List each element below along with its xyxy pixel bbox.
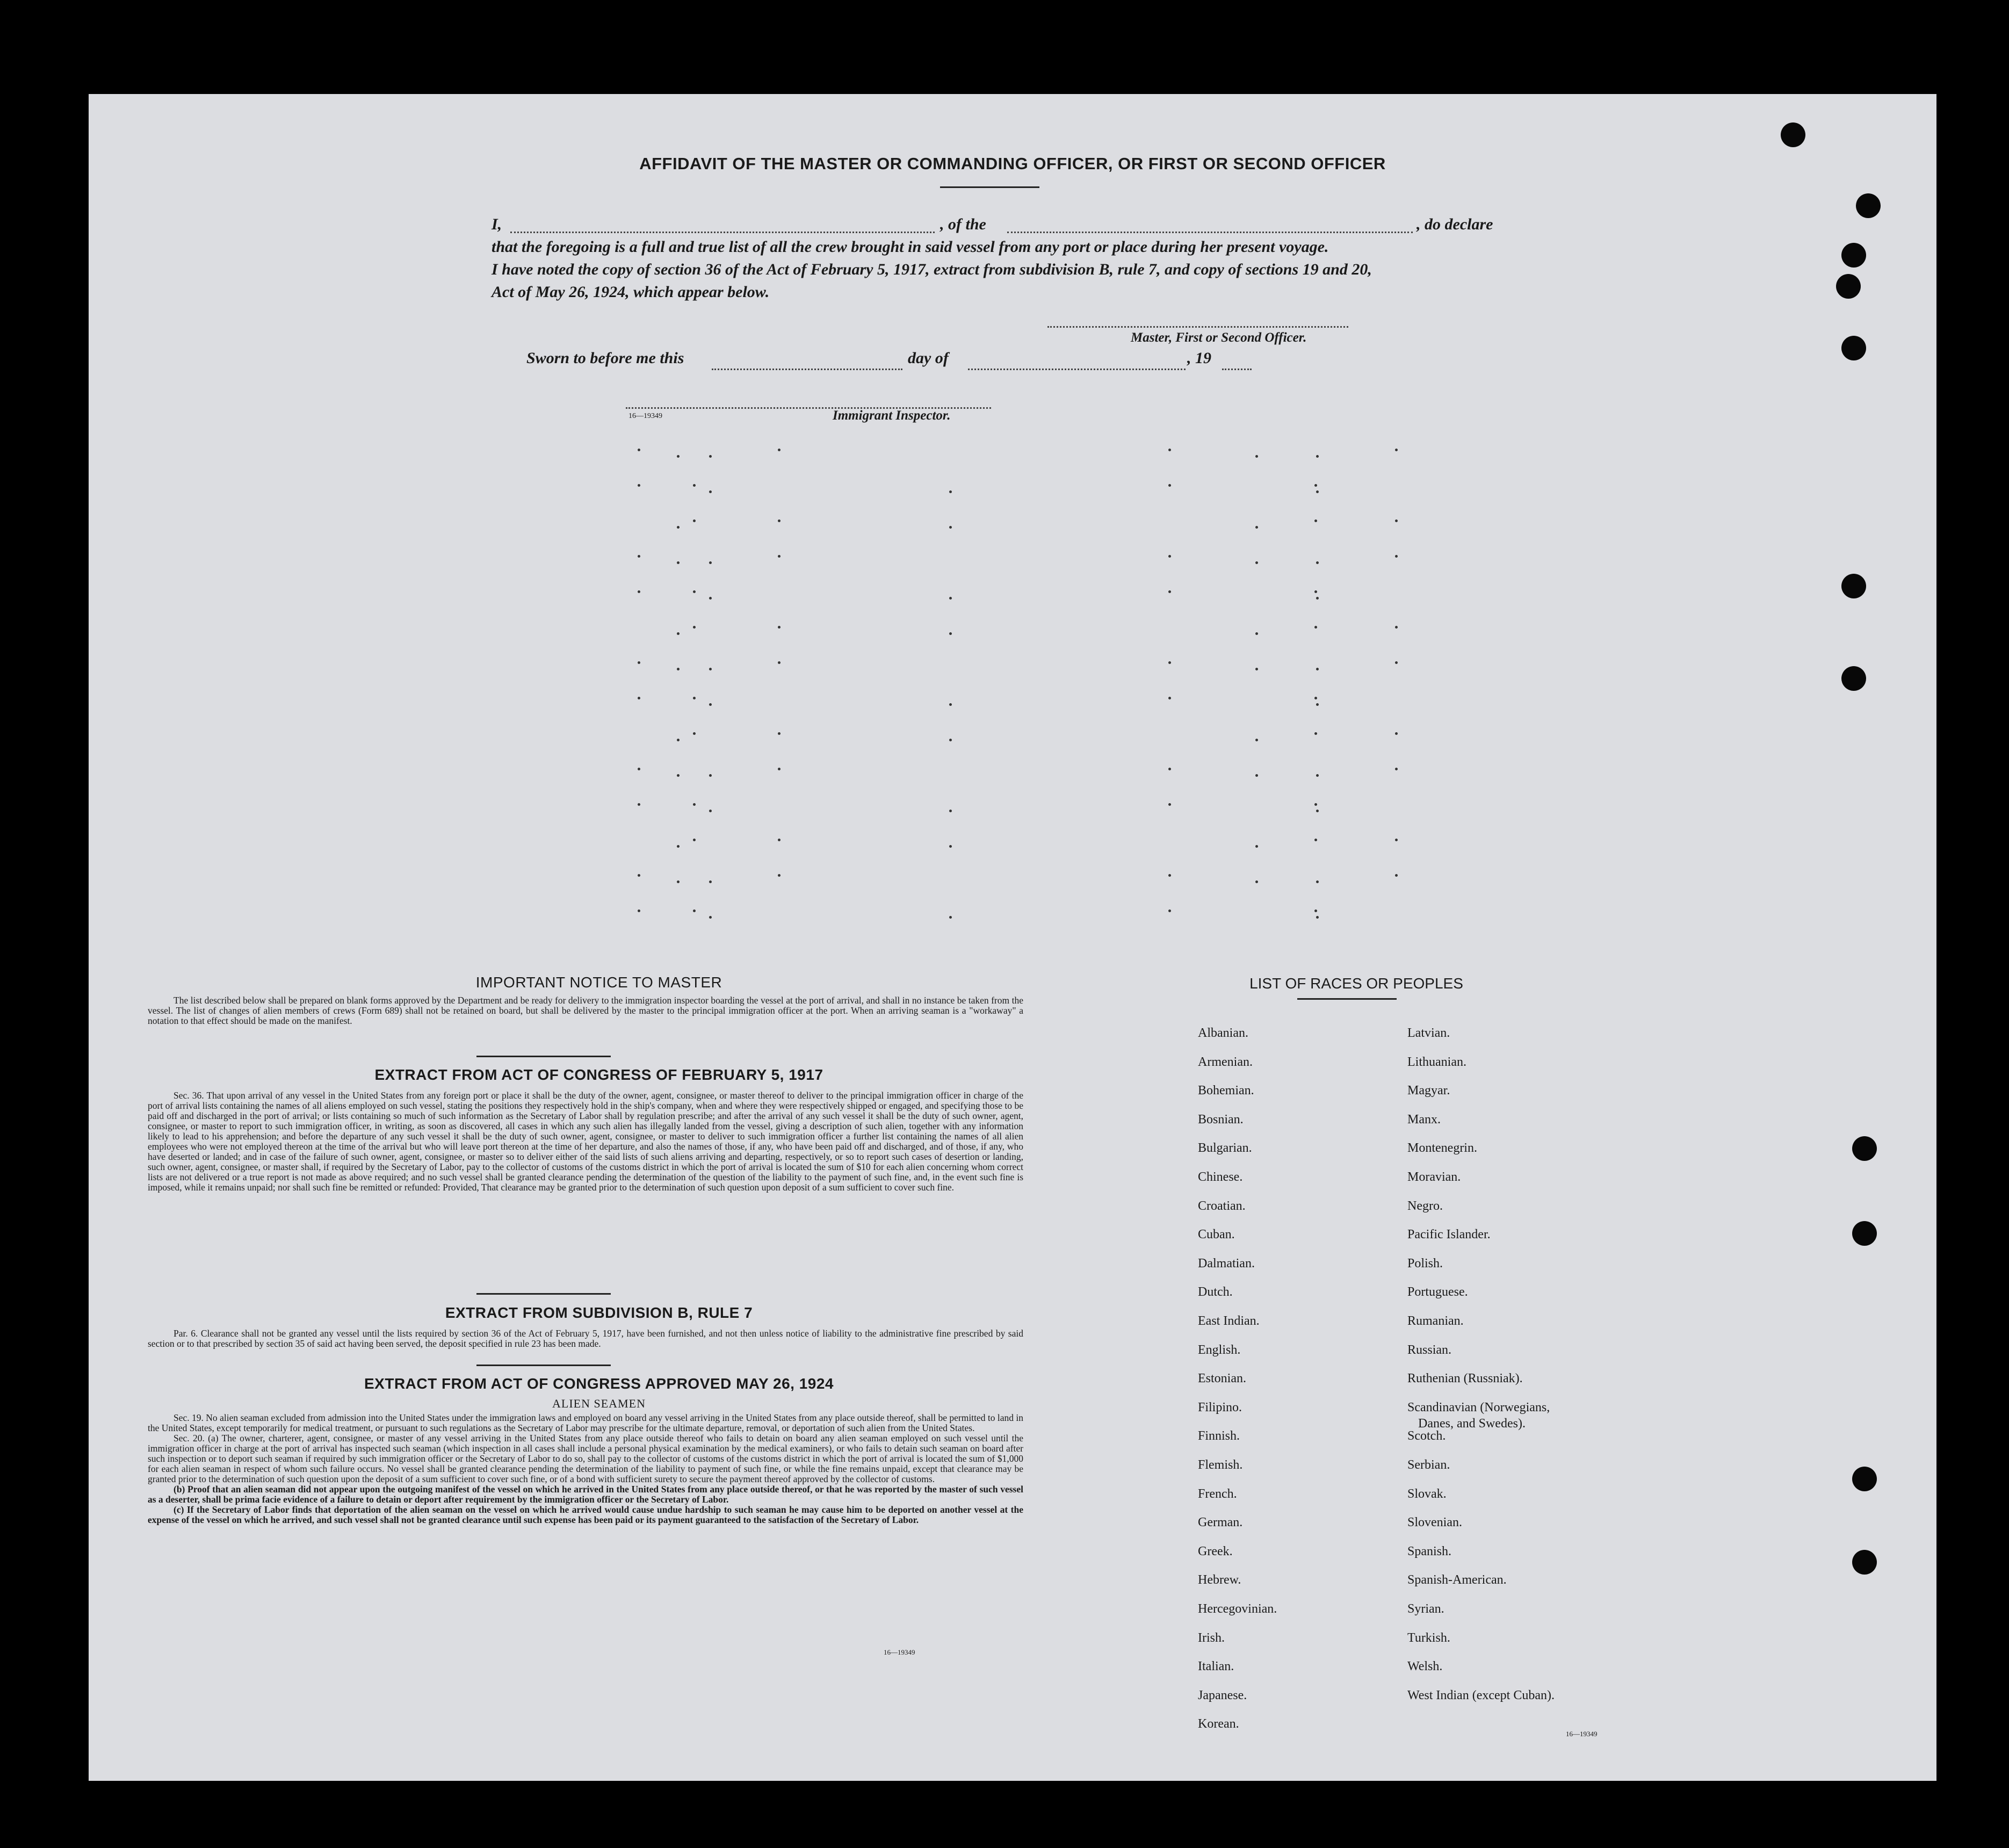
bleed-through-dot <box>949 597 952 600</box>
bleed-through-dot <box>1316 668 1319 670</box>
race-item: Manx. <box>1407 1112 1441 1127</box>
races-title-underline <box>1297 998 1397 1000</box>
bleed-through-dot <box>693 590 696 593</box>
race-item: Cuban. <box>1198 1228 1235 1242</box>
race-item: Hebrew. <box>1198 1573 1241 1587</box>
divider <box>476 1293 611 1295</box>
bleed-through-dot <box>709 916 712 919</box>
form-number-bottom-right: 16—19349 <box>1566 1730 1598 1738</box>
bleed-through-dot <box>1255 668 1258 670</box>
bleed-through-dot <box>693 484 696 487</box>
bleed-through-dot <box>1395 768 1398 770</box>
bleed-through-dot <box>709 597 712 600</box>
race-item: English. <box>1198 1342 1241 1357</box>
binder-hole <box>1841 336 1866 360</box>
race-item: Dalmatian. <box>1198 1256 1255 1270</box>
notice-paragraph: The list described below shall be prepared on blank forms approved by the Department and be ready for delivery to the immigration inspector boarding the vessel at the port of arrival, and shall in no instance be taken from the vessel. The list of changes of alien members of crews (Form 689) shall not be retained on board, but shall be delivered by the master to the principal immigration officer at the port. When an arriving seaman is a "workaway" a notation to that effect should be made on the manifest. <box>148 995 1023 1026</box>
bleed-through-dot <box>1395 519 1398 522</box>
binder-hole <box>1852 1467 1877 1491</box>
bleed-through-dot <box>778 449 781 451</box>
bleed-through-dot <box>778 874 781 877</box>
race-item: Pacific Islander. <box>1407 1228 1491 1242</box>
race-item: Slovak. <box>1407 1486 1447 1501</box>
bleed-through-dot <box>677 774 680 777</box>
race-item: Serbian. <box>1407 1458 1450 1472</box>
race-item: Spanish. <box>1407 1544 1452 1558</box>
bleed-through-dot <box>1316 916 1319 919</box>
bleed-through-dot <box>709 490 712 493</box>
bleed-through-dot <box>1316 810 1319 812</box>
bleed-through-dot <box>1314 626 1317 629</box>
bleed-through-dot <box>677 561 680 564</box>
race-item: Polish. <box>1407 1256 1443 1270</box>
inspector-label: Immigrant Inspector. <box>833 408 951 423</box>
bleed-through-dot <box>709 703 712 706</box>
race-item: French. <box>1198 1486 1237 1501</box>
bleed-through-dot <box>1255 880 1258 883</box>
race-item: Portuguese. <box>1407 1285 1468 1300</box>
race-item: Moravian. <box>1407 1170 1461 1184</box>
bleed-through-dot <box>949 845 952 848</box>
affidavit-i: I, <box>492 215 502 233</box>
binder-hole <box>1852 1550 1877 1575</box>
affidavit-title: AFFIDAVIT OF THE MASTER OR COMMANDING OFFICER, OR FIRST OR SECOND OFFICER <box>639 154 1386 173</box>
bleed-through-dot <box>1255 845 1258 848</box>
bleed-through-dot <box>709 455 712 458</box>
bleed-through-dot <box>1316 597 1319 600</box>
bleed-through-dot <box>778 732 781 735</box>
year-prefix: , 19 <box>1187 349 1211 367</box>
race-item: Lithuanian. <box>1407 1055 1466 1069</box>
race-item: Latvian. <box>1407 1026 1450 1040</box>
bleed-through-dot <box>693 909 696 912</box>
race-item: Greek. <box>1198 1544 1233 1558</box>
race-item: Rumanian. <box>1407 1314 1464 1328</box>
bleed-through-dot <box>1314 697 1317 699</box>
bleed-through-dot <box>1168 874 1171 877</box>
bleed-through-dot <box>1168 661 1171 664</box>
signature-label: Master, First or Second Officer. <box>1131 330 1307 345</box>
notice-text <box>148 995 1023 1026</box>
sec-20a-paragraph: Sec. 20. (a) The owner, charterer, agent, consignee, or master of any vessel arriving in the United States from any place outside thereof who fails to detain on board any alien seaman employed on such vessel until the immigration officer in charge at the port of arrival has inspected such seaman (which inspection in all cases shall include a personal physical examination by the medical examiners), or who fails to detain such seaman on board after such inspection or to deport such seaman if required by such immigration officer or the Secretary of Labor to do so, shall pay to the collector of customs of the customs district in which the port of arrival is located the sum of $1,000 for each alien seaman in respect of whom such failure occurs. No vessel shall be granted clearance pending the determination of the liability to payment of such fine, or while the fine remains unpaid, except that clearance may be granted prior to the determination of such question upon the deposit of a sum sufficient to cover such fine, or of a bond with sufficient surety to secure the payment thereof approved by the collector of customs. <box>148 1433 1023 1484</box>
race-item: Italian. <box>1198 1659 1234 1674</box>
bleed-through-dot <box>638 909 640 912</box>
bleed-through-dot <box>1168 555 1171 558</box>
race-item: Negro. <box>1407 1199 1443 1213</box>
binder-hole <box>1841 574 1866 598</box>
binder-hole <box>1852 1221 1877 1246</box>
race-item: Bohemian. <box>1198 1084 1254 1098</box>
race-item: Albanian. <box>1198 1026 1248 1040</box>
signature-blank[interactable] <box>1047 326 1348 328</box>
document-page <box>89 94 1936 1781</box>
bleed-through-dot <box>1168 803 1171 806</box>
bleed-through-dot <box>677 668 680 670</box>
extract-1917-title: EXTRACT FROM ACT OF CONGRESS OF FEBRUARY 5, 1917 <box>374 1066 823 1083</box>
rule7-title: EXTRACT FROM SUBDIVISION B, RULE 7 <box>445 1304 753 1321</box>
binder-hole <box>1856 193 1881 218</box>
race-item: Ruthenian (Russniak). <box>1407 1371 1523 1386</box>
divider <box>476 1056 611 1057</box>
bleed-through-dot <box>638 697 640 699</box>
affidavit-line-4: Act of May 26, 1924, which appear below. <box>492 283 770 301</box>
race-item: Dutch. <box>1198 1285 1233 1300</box>
binder-hole <box>1841 666 1866 691</box>
binder-hole <box>1836 274 1861 299</box>
bleed-through-dot <box>1168 697 1171 699</box>
race-item: Hercegovinian. <box>1198 1602 1277 1616</box>
race-item: Spanish-American. <box>1407 1573 1507 1587</box>
race-item: Chinese. <box>1198 1170 1243 1184</box>
bleed-through-dot <box>1395 839 1398 841</box>
affidavit-do-declare: , do declare <box>1417 215 1493 233</box>
bleed-through-dot <box>1255 526 1258 529</box>
bleed-through-dot <box>949 810 952 812</box>
bleed-through-dot <box>1168 590 1171 593</box>
extract-1924-title: EXTRACT FROM ACT OF CONGRESS APPROVED MAY 26, 1924 <box>364 1375 834 1392</box>
races-title: LIST OF RACES OR PEOPLES <box>1249 975 1463 992</box>
bleed-through-dot <box>709 810 712 812</box>
bleed-through-dot <box>638 590 640 593</box>
bleed-through-dot <box>1314 803 1317 806</box>
bleed-through-dot <box>677 739 680 741</box>
bleed-through-dot <box>638 449 640 451</box>
vessel-blank[interactable] <box>1007 232 1413 233</box>
race-item: East Indian. <box>1198 1314 1260 1328</box>
bleed-through-dot <box>1168 449 1171 451</box>
bleed-through-dot <box>778 661 781 664</box>
sworn-row <box>526 349 1440 367</box>
bleed-through-dot <box>638 874 640 877</box>
bleed-through-dot <box>1314 909 1317 912</box>
binder-hole <box>1781 122 1805 147</box>
affidavit-of-the: , of the <box>940 215 986 233</box>
bleed-through-dot <box>693 519 696 522</box>
bleed-through-dot <box>693 697 696 699</box>
race-item: Japanese. <box>1198 1688 1247 1702</box>
extract-1917-paragraph: Sec. 36. That upon arrival of any vessel in the United States from any foreign port or place it shall be the duty of the owner, agent, consignee, or master thereof to deliver to the principal immigration officer in charge of the port of arrival lists containing the names of all aliens employed on such vessel, stating the positions they respectively hold in the ship's company, when and where they were respectively shipped or engaged, and specifying those to be paid off and discharged in the port of arrival; or lists containing so much of such information as the Secretary of Labor shall by regulation prescribe; and after the arrival of any such vessel it shall be the duty of such owner, agent, consignee, or master to report to such immigration officer, in writing, as soon as discovered, all cases in which any such alien has illegally landed from the vessel, giving a description of such alien, together with any information likely to lead to his apprehension; and before the departure of any such vessel it shall be the duty of such owner, agent, consignee, or master to deliver to such immigration officer a further list containing the names of all alien employees who were not employed thereon at the time of the arrival but who will leave port thereon at the time of her departure, and also the names of those, if any, who have been paid off and discharged, and of those, if any, who have deserted or landed; and in case of the failure of such owner, agent, consignee, or master so to deliver either of the said lists of such aliens arriving and departing, respectively, or so to report such cases of desertion or landing, such owner, agent, consignee, or master shall, if required by the Secretary of Labor, pay to the collector of customs of the customs district in which the port of arrival is located the sum of $10 for each alien concerning whom correct lists are not delivered or a true report is not made as above required; and no such vessel shall be granted clearance pending the determination of the question of the liability to the payment of such fine, and, in the event such fine is imposed, while it remains unpaid; nor shall such fine be remitted or refunded: Provided, That clearance may be granted prior to the determination of such question upon deposit of a sum sufficient to cover such fine. <box>148 1090 1023 1193</box>
bleed-through-dot <box>1255 739 1258 741</box>
bleed-through-dot <box>949 490 952 493</box>
bleed-through-dot <box>677 880 680 883</box>
bleed-through-dot <box>638 555 640 558</box>
bleed-through-dot <box>1314 839 1317 841</box>
bleed-through-dot <box>778 626 781 629</box>
race-item: Croatian. <box>1198 1199 1246 1213</box>
divider <box>476 1365 611 1366</box>
bleed-through-dot <box>638 768 640 770</box>
bleed-through-dot <box>677 845 680 848</box>
binder-hole <box>1841 243 1866 268</box>
race-item: German. <box>1198 1515 1243 1530</box>
bleed-through-dot <box>1255 774 1258 777</box>
form-number-bottom-left: 16—19349 <box>884 1648 915 1656</box>
bleed-through-dot <box>949 916 952 919</box>
bleed-through-dot <box>778 555 781 558</box>
race-item: Slovenian. <box>1407 1515 1462 1530</box>
bleed-through-dot <box>949 632 952 635</box>
race-item: Scandinavian (Norwegians, <box>1407 1400 1550 1414</box>
race-item: Bosnian. <box>1198 1112 1244 1127</box>
bleed-through-dot <box>1316 490 1319 493</box>
bleed-through-dot <box>1314 590 1317 593</box>
bleed-through-dot <box>677 526 680 529</box>
race-item: Welsh. <box>1407 1659 1443 1674</box>
bleed-through-dot <box>1168 768 1171 770</box>
bleed-through-dot <box>1395 555 1398 558</box>
bleed-through-dot <box>1395 449 1398 451</box>
race-item: Russian. <box>1407 1342 1452 1357</box>
race-item: Korean. <box>1198 1717 1239 1731</box>
bleed-through-dot <box>1314 732 1317 735</box>
rule7-paragraph: Par. 6. Clearance shall not be granted any vessel until the lists required by section 36 of the Act of February 5, 1917, have been furnished, and not then unless notice of liability to the administrative fine prescribed by said section or to that prescribed by section 35 of said act having been served, the deposit specified in rule 23 has been made. <box>148 1328 1023 1349</box>
bleed-through-dot <box>778 519 781 522</box>
bleed-through-dot <box>693 626 696 629</box>
bleed-through-dot <box>693 803 696 806</box>
title-underline <box>940 186 1039 188</box>
name-blank[interactable] <box>510 232 935 233</box>
alien-seamen-subtitle: ALIEN SEAMEN <box>552 1397 646 1410</box>
binder-hole <box>1852 1136 1877 1161</box>
bleed-through-dot <box>677 632 680 635</box>
race-item: Danes, and Swedes). <box>1418 1416 1526 1431</box>
bleed-through-dot <box>1395 732 1398 735</box>
bleed-through-dot <box>709 668 712 670</box>
bleed-through-dot <box>1168 909 1171 912</box>
race-item: Magyar. <box>1407 1084 1450 1098</box>
race-item: Bulgarian. <box>1198 1141 1252 1156</box>
race-item: Finnish. <box>1198 1429 1240 1443</box>
bleed-through-dot <box>709 880 712 883</box>
bleed-through-dot <box>709 774 712 777</box>
sec-20b-paragraph: (b) Proof that an alien seaman did not appear upon the outgoing manifest of the vessel on which he arrived in the United States from any place outside thereof, or that he was reported by the master of such vessel as a deserter, shall be prima facie evidence of a failure to detain or deport after requirement by the immigration officer or the Secretary of Labor. <box>148 1484 1023 1505</box>
bleed-through-dot <box>1316 561 1319 564</box>
affidavit-line-3: I have noted the copy of section 36 of the Act of February 5, 1917, extract from subdivision B, rule 7, and copy of sections 19 and 20, <box>492 261 1372 278</box>
bleed-through-dot <box>1395 626 1398 629</box>
affidavit-line-2: that the foregoing is a full and true list of all the crew brought in said vessel from any port or place during her present voyage. <box>492 238 1329 256</box>
race-item: Flemish. <box>1198 1458 1243 1472</box>
bleed-through-dot <box>638 484 640 487</box>
bleed-through-dot <box>693 839 696 841</box>
bleed-through-dot <box>1314 519 1317 522</box>
extract-1917-text <box>148 1091 1023 1193</box>
sworn-before-text: Sworn to before me this <box>526 349 684 367</box>
day-of-text: day of <box>908 349 949 367</box>
day-blank[interactable] <box>712 369 902 370</box>
race-item: Armenian. <box>1198 1055 1253 1069</box>
bleed-through-dot <box>949 739 952 741</box>
bleed-through-dot <box>1316 880 1319 883</box>
sec-19-paragraph: Sec. 19. No alien seaman excluded from admission into the United States under the immigration laws and employed on board any vessel arriving in the United States from any place outside thereof, shall be permitted to land in the United States, except temporarily for medical treatment, or pursuant to such regulations as the Secretary of Labor may prescribe for the ultimate departure, removal, or deportation of such alien from the United States. <box>148 1412 1023 1433</box>
race-item: Turkish. <box>1407 1630 1450 1645</box>
bleed-through-dot <box>1255 561 1258 564</box>
bleed-through-dot <box>949 526 952 529</box>
bleed-through-dot <box>709 561 712 564</box>
bleed-through-dot <box>638 803 640 806</box>
race-item: Syrian. <box>1407 1602 1444 1616</box>
bleed-through-dot <box>1168 484 1171 487</box>
bleed-through-dot <box>1314 484 1317 487</box>
bleed-through-dot <box>1316 455 1319 458</box>
bleed-through-dot <box>1395 661 1398 664</box>
bleed-through-dot <box>949 703 952 706</box>
bleed-through-dot <box>677 455 680 458</box>
race-item: Filipino. <box>1198 1400 1242 1414</box>
bleed-through-dot <box>778 768 781 770</box>
notice-title: IMPORTANT NOTICE TO MASTER <box>475 974 722 991</box>
race-item: Irish. <box>1198 1630 1225 1645</box>
bleed-through-dot <box>693 732 696 735</box>
bleed-through-dot <box>1316 774 1319 777</box>
race-item: West Indian (except Cuban). <box>1407 1688 1555 1702</box>
month-blank[interactable] <box>968 369 1186 370</box>
bleed-through-dot <box>1395 874 1398 877</box>
extract-1924-text <box>148 1413 1023 1525</box>
year-blank[interactable] <box>1222 369 1252 370</box>
bleed-through-dot <box>1316 703 1319 706</box>
form-number-top: 16—19349 <box>628 412 662 420</box>
affidavit-line-1 <box>492 213 1496 236</box>
race-item: Estonian. <box>1198 1371 1246 1386</box>
bleed-through-dot <box>1255 632 1258 635</box>
race-item: Scotch. <box>1407 1429 1446 1443</box>
bleed-through-dot <box>778 839 781 841</box>
bleed-through-dot <box>1255 455 1258 458</box>
race-item: Montenegrin. <box>1407 1141 1477 1156</box>
rule7-text <box>148 1329 1023 1349</box>
sec-20c-paragraph: (c) If the Secretary of Labor finds that deportation of the alien seaman on the vessel on which he arrived would cause undue hardship to such seaman he may cause him to be deported on another vessel at the expense of the vessel on which he arrived, and such vessel shall not be granted clearance until such expense has been paid or its payment guaranteed to the satisfaction of the Secretary of Labor. <box>148 1504 1023 1525</box>
bleed-through-dot <box>638 661 640 664</box>
